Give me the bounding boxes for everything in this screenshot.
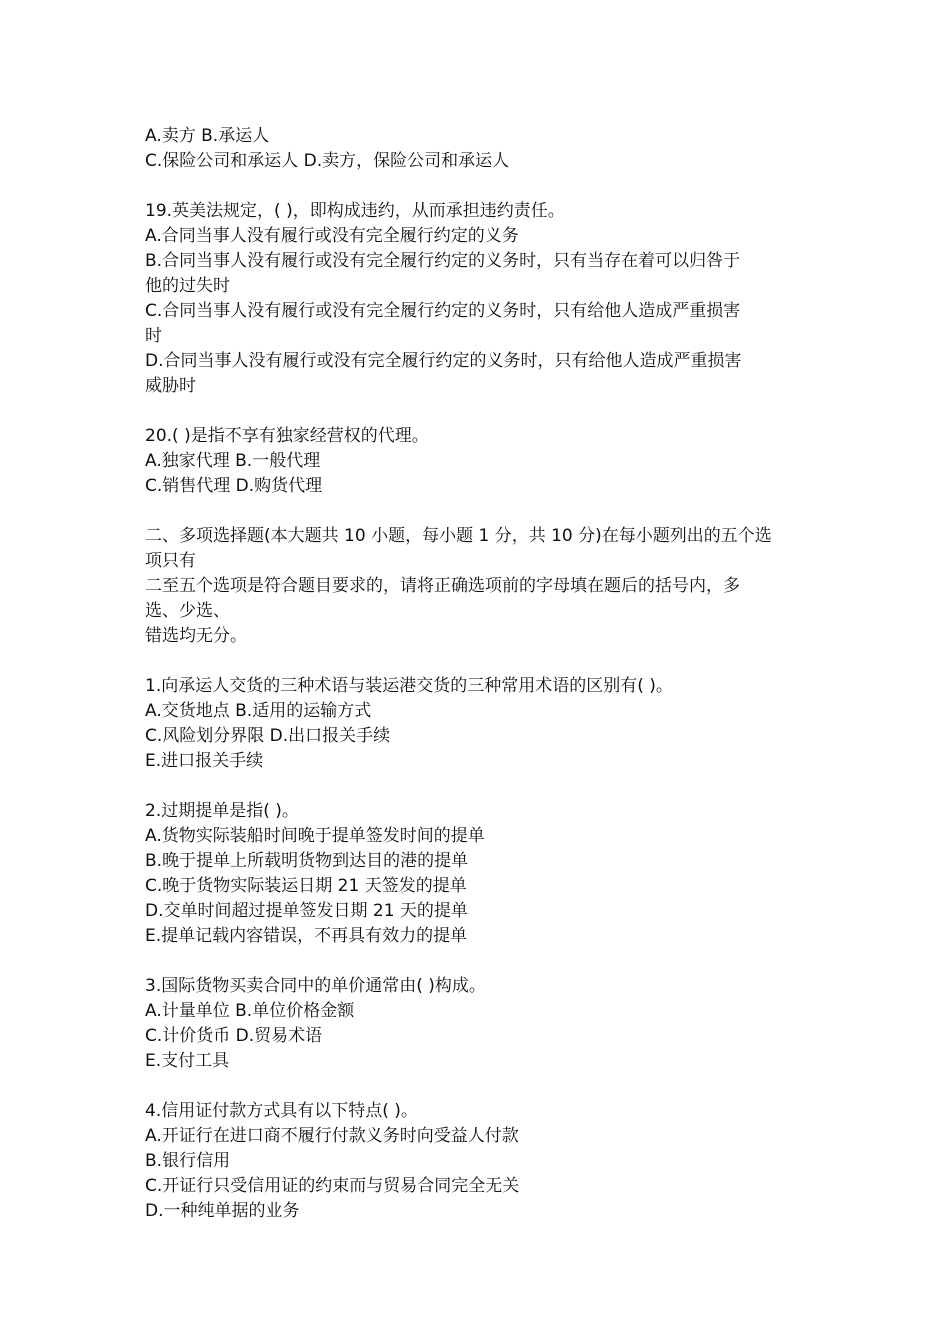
option-line: C.计价货币 D.贸易术语	[145, 1026, 323, 1046]
spacer	[145, 499, 810, 524]
section-text: 错选均无分。	[145, 626, 247, 646]
option-line: A.计量单位 B.单位价格金额	[145, 1001, 355, 1021]
question-block	[145, 974, 810, 1074]
option-line: D.合同当事人没有履行或没有完全履行约定的义务时，只有给他人造成严重损害	[145, 351, 742, 371]
option-line: D.一种纯单据的业务	[145, 1201, 300, 1221]
option-line: A.独家代理 B.一般代理	[145, 451, 321, 471]
spacer	[145, 174, 810, 199]
section-text: 二至五个选项是符合题目要求的，请将正确选项前的字母填在题后的括号内，多	[145, 576, 740, 596]
option-line: C.销售代理 D.购货代理	[145, 476, 323, 496]
section-text: 选、少选、	[145, 601, 230, 621]
option-line: 时	[145, 326, 162, 346]
option-line: A.卖方 B.承运人	[145, 126, 270, 146]
option-line: C.保险公司和承运人 D.卖方，保险公司和承运人	[145, 151, 510, 171]
question-block	[145, 124, 810, 174]
option-line: C.风险划分界限 D.出口报关手续	[145, 726, 391, 746]
question-block	[145, 199, 810, 399]
option-line: B.合同当事人没有履行或没有完全履行约定的义务时，只有当存在着可以归咎于	[145, 251, 741, 271]
option-line: C.合同当事人没有履行或没有完全履行约定的义务时，只有给他人造成严重损害	[145, 301, 741, 321]
spacer	[145, 774, 810, 799]
section-text: 二、多项选择题(本大题共 10 小题，每小题 1 分，共 10 分)在每小题列出的五个选	[145, 526, 772, 546]
option-line: C.晚于货物实际装运日期 21 天签发的提单	[145, 876, 467, 896]
option-line: E.支付工具	[145, 1051, 230, 1071]
option-line: A.开证行在进口商不履行付款义务时向受益人付款	[145, 1126, 519, 1146]
question-block	[145, 1099, 810, 1224]
question-text: 4.信用证付款方式具有以下特点( )。	[145, 1101, 418, 1121]
option-line: D.交单时间超过提单签发日期 21 天的提单	[145, 901, 468, 921]
document-page	[145, 124, 810, 1224]
option-line: 他的过失时	[145, 276, 230, 296]
option-line: B.晚于提单上所载明货物到达目的港的提单	[145, 851, 469, 871]
spacer	[145, 649, 810, 674]
question-text: 3.国际货物买卖合同中的单价通常由( )构成。	[145, 976, 486, 996]
question-text: 19.英美法规定，( )，即构成违约，从而承担违约责任。	[145, 201, 565, 221]
section-text: 项只有	[145, 551, 196, 571]
option-line: E.提单记载内容错误，不再具有效力的提单	[145, 926, 468, 946]
question-text: 1.向承运人交货的三种术语与装运港交货的三种常用术语的区别有( )。	[145, 676, 673, 696]
section-heading	[145, 524, 810, 649]
option-line: E.进口报关手续	[145, 751, 264, 771]
option-line: 威胁时	[145, 376, 196, 396]
question-block	[145, 674, 810, 774]
option-line: B.银行信用	[145, 1151, 231, 1171]
question-text: 20.( )是指不享有独家经营权的代理。	[145, 426, 429, 446]
question-block	[145, 799, 810, 949]
option-line: C.开证行只受信用证的约束而与贸易合同完全无关	[145, 1176, 520, 1196]
spacer	[145, 399, 810, 424]
spacer	[145, 1074, 810, 1099]
spacer	[145, 949, 810, 974]
option-line: A.合同当事人没有履行或没有完全履行约定的义务	[145, 226, 519, 246]
option-line: A.交货地点 B.适用的运输方式	[145, 701, 372, 721]
question-block	[145, 424, 810, 499]
question-text: 2.过期提单是指( )。	[145, 801, 299, 821]
option-line: A.货物实际装船时间晚于提单签发时间的提单	[145, 826, 485, 846]
